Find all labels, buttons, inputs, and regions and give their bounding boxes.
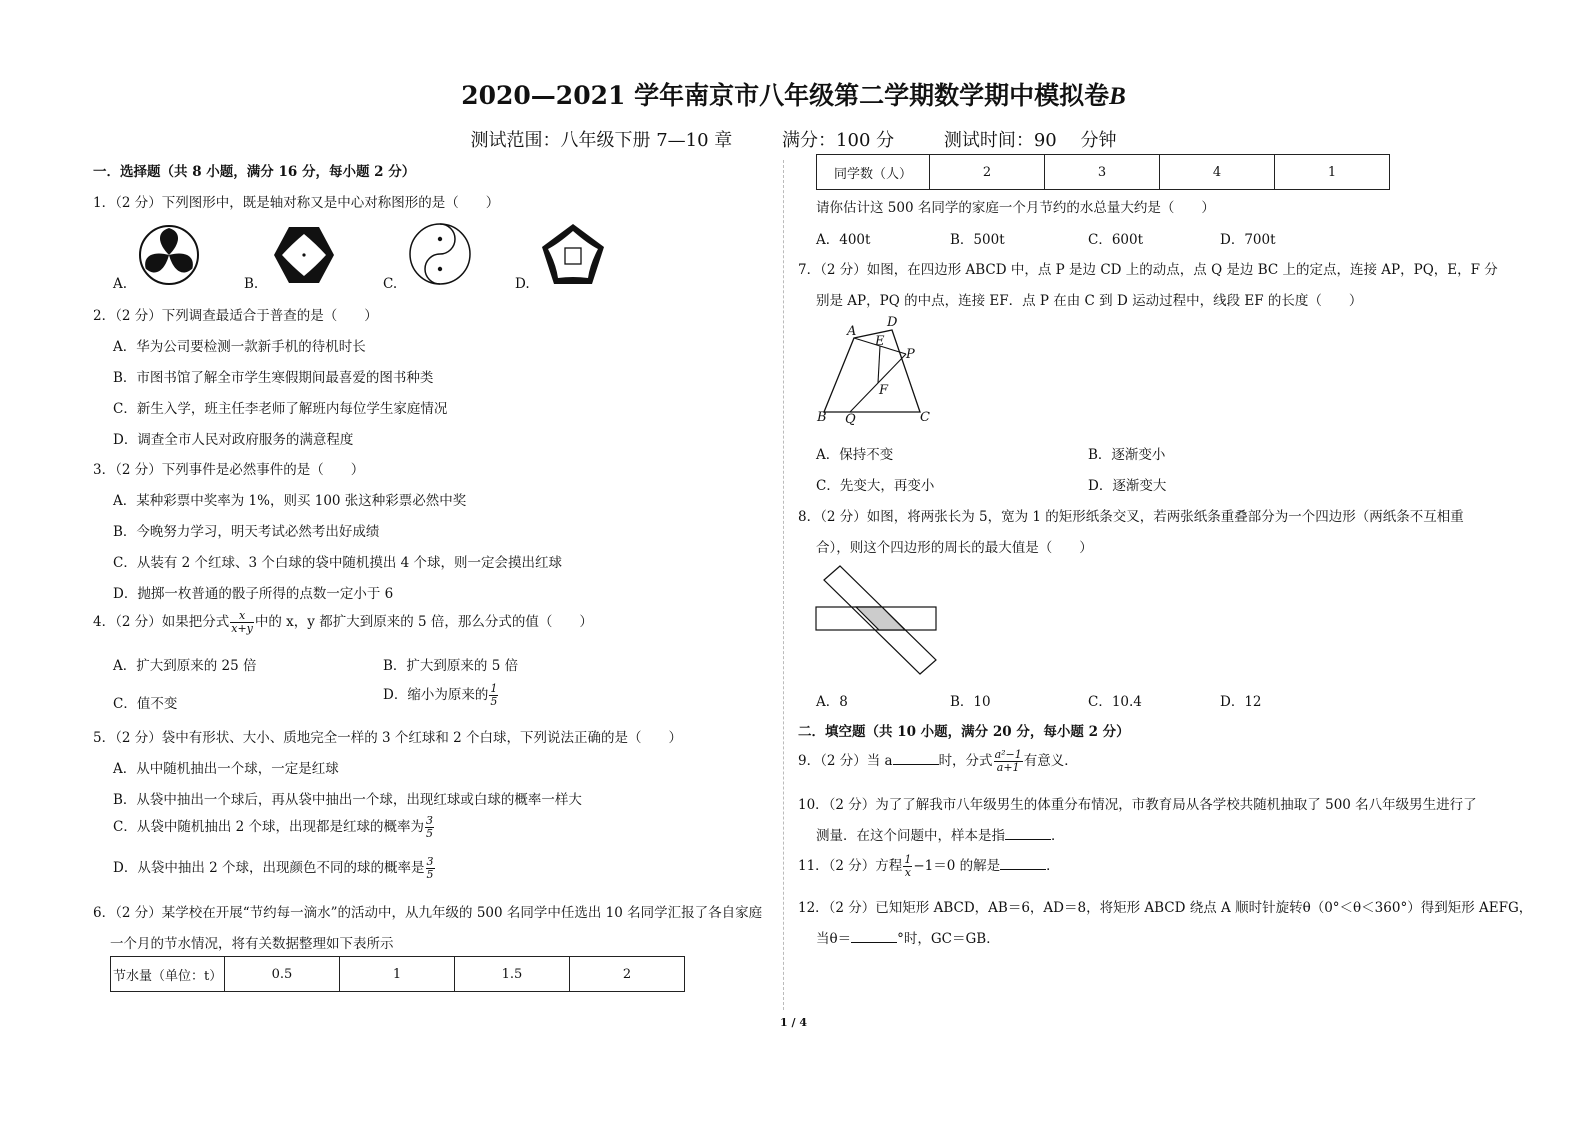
q5-d-text: D．从袋中抽出 2 个球，出现颜色不同的球的概率是: [113, 860, 425, 876]
q5-d-den: 5: [426, 868, 434, 881]
q5-c-num: 3: [426, 814, 434, 827]
q6-option-d[interactable]: D．700t: [1220, 232, 1276, 248]
table-cell: 2: [570, 957, 685, 992]
q3-option-a[interactable]: A．某种彩票中奖率为 1%，则买 100 张这种彩票必然中奖: [113, 493, 467, 509]
q8-option-b[interactable]: B．10: [950, 694, 991, 710]
exam-score: 满分：100 分: [782, 130, 895, 151]
q2-option-a[interactable]: A．华为公司要检测一款新手机的待机时长: [113, 339, 366, 355]
q9-post: 有意义．: [1023, 753, 1078, 769]
q4-option-c[interactable]: C．值不变: [113, 696, 178, 712]
q12-post: °时，GC＝GB．: [897, 931, 1000, 947]
q8-option-d[interactable]: D．12: [1220, 694, 1262, 710]
exam-time: 测试时间：90 分钟: [943, 130, 1117, 151]
q9-pre: 9．（2 分）当 a: [798, 753, 893, 769]
q2-option-b[interactable]: B．市图书馆了解全市学生寒假期间最喜爱的图书种类: [113, 370, 434, 386]
q1-option-a[interactable]: A.: [113, 276, 128, 292]
q1-option-c[interactable]: C.: [383, 276, 398, 292]
q9-den: a+1: [996, 761, 1020, 774]
label-c: C: [920, 410, 930, 425]
q6-option-a[interactable]: A．400t: [816, 232, 871, 248]
q9-fraction: [994, 749, 1023, 774]
q7-stem-line2: 别是 AP，PQ 的中点，连接 EF．点 P 在由 C 到 D 运动过程中，线段 EF 的长度（ ）: [816, 293, 1363, 309]
table-row: [817, 155, 1390, 190]
q10-stem-line1: 10．（2 分）为了了解我市八年级男生的体重分布情况，市教育局从各学校共随机抽取了 500 名八年级男生进行了: [798, 797, 1477, 813]
q2-stem: 2．（2 分）下列调查最适合于普查的是（ ）: [93, 308, 378, 324]
q9-num: a²−1: [994, 748, 1022, 761]
q11-post: ．: [1046, 858, 1060, 874]
q6-option-b[interactable]: B．500t: [950, 232, 1005, 248]
label-q: Q: [845, 412, 856, 427]
label-a: A: [847, 324, 857, 339]
q9-stem: [798, 749, 1078, 774]
title-text: 2020—2021 学年南京市八年级第二学期数学期中模拟卷: [461, 81, 1110, 110]
q2-option-c[interactable]: C．新生入学，班主任李老师了解班内每位学生家庭情况: [113, 401, 448, 417]
q12-stem-line1: 12．（2 分）已知矩形 ABCD，AB＝6，AD＝8，将矩形 ABCD 绕点 A 顺时针旋转θ（0°＜θ＜360°）得到矩形 AEFG，: [798, 900, 1533, 916]
q5-c-den: 5: [426, 827, 434, 840]
label-d: D: [887, 315, 898, 330]
q10-post: ．: [1051, 828, 1065, 844]
q11-fraction: [903, 854, 912, 879]
q8-option-c[interactable]: C．10.4: [1088, 694, 1142, 710]
label-e: E: [875, 334, 885, 349]
page-number: 1 / 4: [780, 1016, 807, 1029]
q12-stem-line2: [816, 927, 1000, 947]
title-suffix: B: [1109, 83, 1126, 110]
q4-stem-post: 中的 x，y 都扩大到原来的 5 倍，那么分式的值（ ）: [254, 614, 593, 630]
q11-num: 1: [904, 853, 912, 866]
table-cell: 2: [930, 155, 1045, 190]
q5-option-a[interactable]: A．从中随机抽出一个球，一定是红球: [113, 761, 339, 777]
q6-table-row2: [816, 154, 1390, 190]
q10-pre: 测量．在这个问题中，样本是指: [816, 828, 1005, 844]
q9-answer-blank[interactable]: [893, 752, 939, 765]
q11-answer-blank[interactable]: [1000, 857, 1046, 870]
q6-stem-line2: 一个月的节水情况，将有关数据整理如下表所示: [110, 936, 394, 952]
q4-frac-num: x: [230, 610, 254, 623]
q4-option-a[interactable]: A．扩大到原来的 25 倍: [113, 658, 257, 674]
q1-option-b[interactable]: B.: [244, 276, 259, 292]
q11-pre: 11．（2 分）方程: [798, 858, 903, 874]
q5-c-text: C．从袋中随机抽出 2 个球，出现都是红球的概率为: [113, 819, 425, 835]
table-cell: 1.5: [455, 957, 570, 992]
q10-stem-line2: [816, 824, 1065, 844]
q11-mid: −1＝0 的解是: [913, 858, 1001, 874]
q12-pre: 当θ＝: [816, 931, 852, 947]
q8-stem-line1: 8．（2 分）如图，将两张长为 5，宽为 1 的矩形纸条交叉，若两张纸条重叠部分为一个四边形（两纸条不互相重: [798, 509, 1464, 525]
table-cell: 1: [1275, 155, 1390, 190]
q4-d-num: 1: [490, 682, 498, 695]
table-cell: 1: [340, 957, 455, 992]
q11-stem: [798, 854, 1060, 879]
q3-option-c[interactable]: C．从装有 2 个红球、3 个白球的袋中随机摸出 4 个球，则一定会摸出红球: [113, 555, 563, 571]
q8-option-a[interactable]: A．8: [816, 694, 848, 710]
q3-option-d[interactable]: D．抛掷一枚普通的骰子所得的点数一定小于 6: [113, 586, 394, 602]
q12-answer-blank[interactable]: [851, 930, 897, 943]
q5-option-b[interactable]: B．从袋中抽出一个球后，再从袋中抽出一个球，出现红球或白球的概率一样大: [113, 792, 582, 808]
q11-den: x: [904, 866, 911, 879]
q6-stem-line1: 6．（2 分）某学校在开展“节约每一滴水”的活动中，从九年级的 500 名同学中任选出 10 名同学汇报了各自家庭: [93, 905, 763, 921]
q4-d-den: 5: [490, 695, 498, 708]
q6-option-c[interactable]: C．600t: [1088, 232, 1144, 248]
q7-stem-line1: 7．（2 分）如图，在四边形 ABCD 中，点 P 是边 CD 上的动点，点 Q 是边 BC 上的定点，连接 AP，PQ，E，F 分: [798, 262, 1498, 278]
q9-mid: 时，分式: [938, 753, 993, 769]
table-cell: 节水量（单位：t）: [111, 957, 225, 992]
q5-d-num: 3: [426, 855, 434, 868]
q6-question: 请你估计这 500 名同学的家庭一个月节约的水总量大约是（ ）: [816, 200, 1215, 216]
q7-option-c[interactable]: C．先变大，再变小: [816, 478, 935, 494]
section-fill-heading: 二．填空题（共 10 小题，满分 20 分，每小题 2 分）: [798, 724, 1130, 740]
label-p: P: [906, 347, 915, 362]
q7-option-b[interactable]: B．逐渐变小: [1088, 447, 1166, 463]
table-cell: 4: [1160, 155, 1275, 190]
q1-option-d[interactable]: D.: [515, 276, 530, 292]
q1-stem: 1．（2 分）下列图形中，既是轴对称又是中心对称图形的是（ ）: [93, 195, 500, 211]
q3-stem: 3．（2 分）下列事件是必然事件的是（ ）: [93, 462, 365, 478]
section-choice-heading: 一．选择题（共 8 小题，满分 16 分，每小题 2 分）: [93, 164, 416, 180]
q4-option-b[interactable]: B．扩大到原来的 5 倍: [383, 658, 519, 674]
q7-option-d[interactable]: D．逐渐变大: [1088, 478, 1167, 494]
q4-stem-pre: 4．（2 分）如果把分式: [93, 614, 230, 630]
q5-stem: 5．（2 分）袋中有形状、大小、质地完全一样的 3 个红球和 2 个白球，下列说法正确的是（ ）: [93, 730, 683, 746]
q10-answer-blank[interactable]: [1005, 827, 1051, 840]
label-f: F: [879, 383, 889, 398]
crossed-strips-figure: [812, 562, 942, 678]
table-cell: 3: [1045, 155, 1160, 190]
q7-option-a[interactable]: A．保持不变: [816, 447, 894, 463]
table-cell: 0.5: [225, 957, 340, 992]
table-cell: 同学数（人）: [817, 155, 930, 190]
q4-frac-den: x+y: [231, 622, 253, 635]
q8-stem-line2: 合），则这个四边形的周长的最大值是（ ）: [816, 540, 1093, 556]
exam-range: 测试范围：八年级下册 7—10 章: [470, 130, 733, 151]
q2-option-d[interactable]: D．调查全市人民对政府服务的满意程度: [113, 432, 354, 448]
q3-option-b[interactable]: B．今晚努力学习，明天考试必然考出好成绩: [113, 524, 380, 540]
q4-d-text: D．缩小为原来的: [383, 687, 489, 703]
quadrilateral-figure: [816, 314, 936, 428]
label-b: B: [817, 410, 827, 425]
